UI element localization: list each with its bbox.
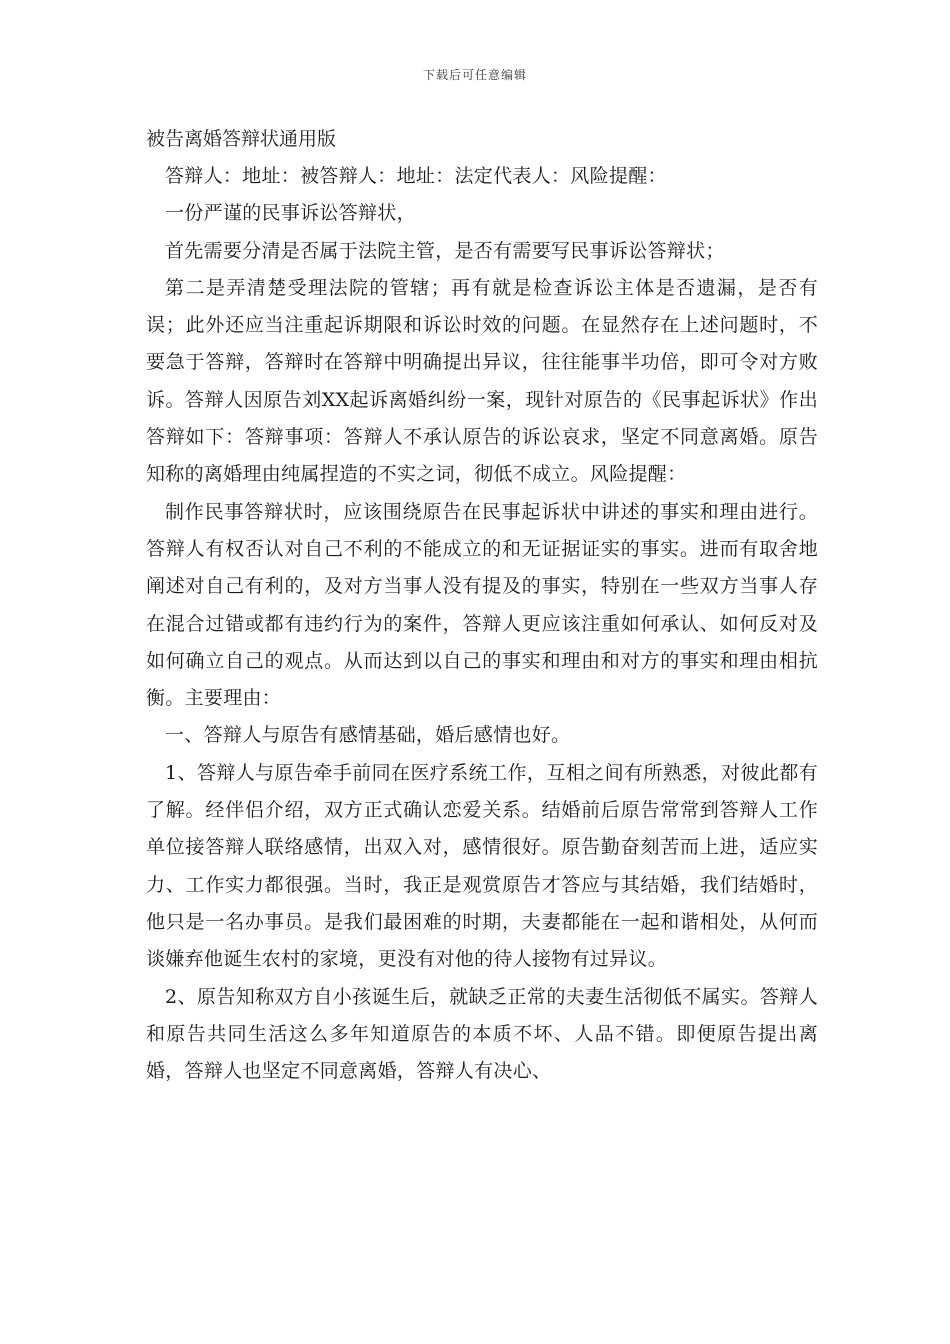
document-body (146, 120, 818, 1090)
paragraph: 一份严谨的民事诉讼答辩状， (165, 202, 416, 225)
paragraph: 1、答辩人与原告牵手前同在医疗系统工作，互相之间有所熟悉，对彼此都有了解。经伴侣介绍，双方正式确认恋爱关系。结婚前后原告常常到答辩人工作单位接答辩人联络感情，出双入对，感情很好。原告勤奋刻苦而上进，适应实力、工作实力都很强。当时，我正是观赏原告才答应与其结婚，我们结婚时，他只是一名办事员。是我们最困难的时期，夫妻都能在一起和谐相处，从何而谈嫌弃他诞生农村的家境，更没有对他的待人接物有过异议。 (146, 761, 818, 971)
paragraph: 首先需要分清是否属于法院主管，是否有需要写民事诉讼答辩状； (165, 239, 725, 262)
paragraph: 一、答辩人与原告有感情基础，婚后感情也好。 (165, 724, 571, 747)
paragraph: 答辩人：地址：被答辩人：地址：法定代表人：风险提醒： (165, 165, 667, 187)
page-header-note: 下载后可任意编辑 (422, 68, 527, 82)
paragraph: 第二是弄清楚受理法院的管辖；再有就是检查诉讼主体是否遗漏，是否有误；此外还应当注重起诉期限和诉讼时效的问题。在显然存在上述问题时，不要急于答辩，答辩时在答辩中明确提出异议，往往能事半功倍，即可令对方败诉。答辩人因原告刘XX起诉离婚纠纷一案，现针对原告的《民事起诉状》作出答辩如下：答辩事项：答辩人不承认原告的诉讼哀求，坚定不同意离婚。原告知称的离婚理由纯属捏造的不实之词，彻低不成立。风险提醒： (146, 276, 818, 486)
paragraph: 2、原告知称双方自小孩诞生后，就缺乏正常的夫妻生活彻低不属实。答辩人和原告共同生活这么多年知道原告的本质不坏、人品不错。即便原告提出离婚，答辩人也坚定不同意离婚，答辩人有决心、 (146, 985, 818, 1083)
document-title: 被告离婚答辩状通用版 (146, 128, 337, 150)
paragraph: 制作民事答辩状时，应该围绕原告在民事起诉状中讲述的事实和理由进行。答辩人有权否认对自己不利的不能成立的和无证据证实的事实。进而有取舍地阐述对自己有利的，及对方当事人没有提及的事实，特别在一些双方当事人存在混合过错或都有违约行为的案件，答辩人更应该注重如何承认、如何反对及如何确立自己的观点。从而达到以自己的事实和理由和对方的事实和理由相抗衡。主要理由： (146, 500, 818, 710)
